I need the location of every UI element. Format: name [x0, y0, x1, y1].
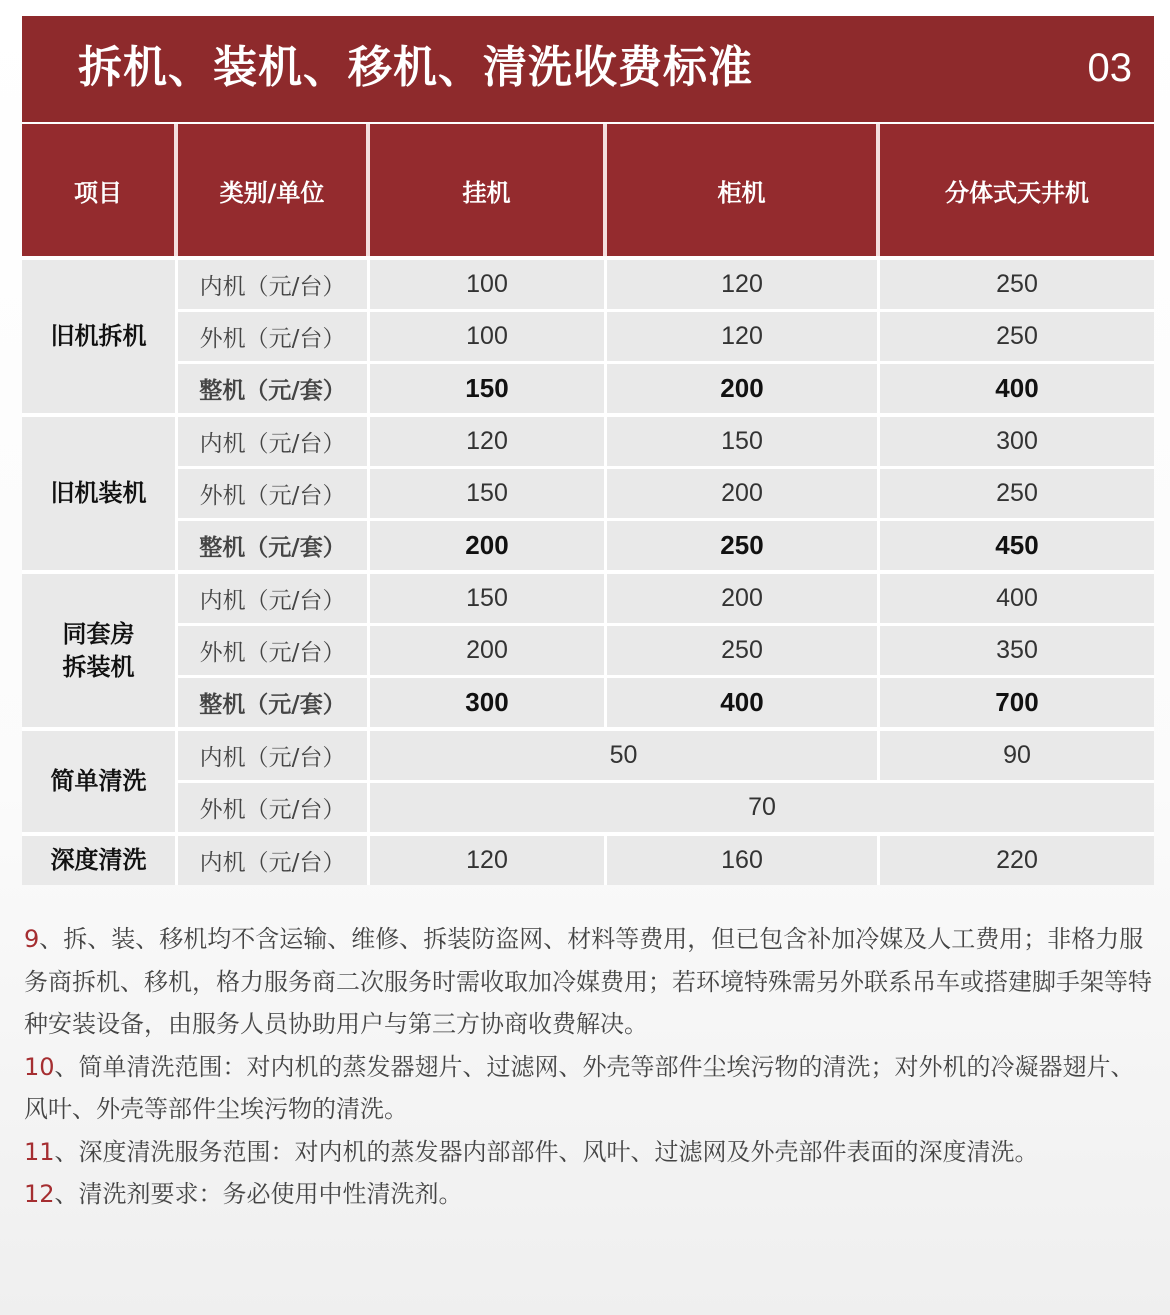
- price-cell-merged: 70: [370, 780, 1154, 832]
- category-cell: 内机（元/台）: [178, 256, 370, 309]
- project-cell: 旧机装机: [22, 413, 178, 570]
- category-cell: 外机（元/台）: [178, 466, 370, 518]
- price-cell: 400: [880, 361, 1154, 413]
- title-banner: [22, 16, 1154, 122]
- price-cell: 120: [370, 832, 607, 885]
- price-cell: 120: [607, 309, 880, 361]
- category-cell: 内机（元/台）: [178, 413, 370, 466]
- table-row: [22, 780, 1154, 832]
- project-cell: 简单清洗: [22, 727, 178, 832]
- price-cell: 400: [607, 675, 880, 727]
- table-row: [22, 256, 1154, 309]
- price-cell: 200: [607, 570, 880, 623]
- price-cell: 200: [607, 466, 880, 518]
- price-cell-merged: 50: [370, 727, 880, 780]
- table-header-row: [22, 124, 1154, 256]
- price-cell: 120: [607, 256, 880, 309]
- price-cell: 700: [880, 675, 1154, 727]
- notes-section: [24, 918, 1154, 1216]
- price-cell: 300: [370, 675, 607, 727]
- fee-table: [22, 124, 1154, 885]
- price-cell: 220: [880, 832, 1154, 885]
- category-cell: 内机（元/台）: [178, 727, 370, 780]
- category-cell: 外机（元/台）: [178, 309, 370, 361]
- price-cell: 150: [370, 361, 607, 413]
- category-cell: 外机（元/台）: [178, 780, 370, 832]
- note-item: [24, 1173, 1154, 1216]
- price-cell: 200: [370, 518, 607, 570]
- price-cell: 150: [370, 466, 607, 518]
- table-row: [22, 413, 1154, 466]
- note-text: 、清洗剂要求：务必使用中性清洗剂。: [54, 1180, 463, 1208]
- price-cell: 450: [880, 518, 1154, 570]
- table-row: [22, 623, 1154, 675]
- price-cell: 200: [607, 361, 880, 413]
- note-item: [24, 1046, 1154, 1131]
- project-cell-line: 同套房: [62, 619, 135, 648]
- note-text: 、深度清洗服务范围：对内机的蒸发器内部部件、风叶、过滤网及外壳部件表面的深度清洗。: [54, 1137, 1039, 1166]
- price-cell: 120: [370, 413, 607, 466]
- table-row: [22, 832, 1154, 885]
- category-cell: 整机（元/套）: [178, 361, 370, 413]
- price-cell: 160: [607, 832, 880, 885]
- category-cell: 外机（元/台）: [178, 623, 370, 675]
- table-row: [22, 309, 1154, 361]
- note-number: 9: [24, 925, 40, 953]
- price-cell: 90: [880, 727, 1154, 780]
- note-number: 12: [24, 1180, 55, 1208]
- project-cell: 深度清洗: [22, 832, 178, 885]
- price-cell: 400: [880, 570, 1154, 623]
- page-title: 拆机、装机、移机、清洗收费标准: [78, 42, 753, 93]
- table-row: [22, 727, 1154, 780]
- price-cell: 250: [607, 518, 880, 570]
- project-cell: [22, 570, 178, 727]
- price-cell: 100: [370, 309, 607, 361]
- table-row-total: [22, 518, 1154, 570]
- table-row: [22, 570, 1154, 623]
- table-row-total: [22, 361, 1154, 413]
- category-cell: 整机（元/套）: [178, 675, 370, 727]
- price-cell: 250: [607, 623, 880, 675]
- table-row: [22, 466, 1154, 518]
- page-number: 03: [1087, 46, 1132, 90]
- category-cell: 内机（元/台）: [178, 570, 370, 623]
- price-cell: 350: [880, 623, 1154, 675]
- project-cell-line: 拆装机: [62, 652, 135, 681]
- header-category: 类别/单位: [178, 124, 370, 256]
- header-project: 项目: [22, 124, 178, 256]
- header-ceiling-unit: 分体式天井机: [880, 124, 1154, 256]
- note-text: 、简单清洗范围：对内机的蒸发器翅片、过滤网、外壳等部件尘埃污物的清洗；对外机的冷凝器翅片、风叶、外壳等部件尘埃污物的清洗。: [24, 1052, 1135, 1123]
- header-cabinet-unit: 柜机: [607, 124, 880, 256]
- price-cell: 250: [880, 309, 1154, 361]
- price-cell: 300: [880, 413, 1154, 466]
- note-item: [24, 918, 1154, 1046]
- price-cell: 200: [370, 623, 607, 675]
- header-wall-unit: 挂机: [370, 124, 607, 256]
- category-cell: 整机（元/套）: [178, 518, 370, 570]
- note-item: [24, 1131, 1154, 1174]
- note-number: 10: [24, 1052, 55, 1081]
- price-cell: 250: [880, 256, 1154, 309]
- price-cell: 150: [607, 413, 880, 466]
- price-cell: 250: [880, 466, 1154, 518]
- price-cell: 150: [370, 570, 607, 623]
- price-cell: 100: [370, 256, 607, 309]
- table-row-total: [22, 675, 1154, 727]
- note-text: 、拆、装、移机均不含运输、维修、拆装防盗网、材料等费用，但已包含补加冷媒及人工费用；非格力服务商拆机、移机，格力服务商二次服务时需收取加冷媒费用；若环境特殊需另外联系吊车或搭建脚手架等特种安装设备，由服务人员协助用户与第三方协商收费解决。: [24, 925, 1152, 1038]
- note-number: 11: [24, 1137, 55, 1166]
- category-cell: 内机（元/台）: [178, 832, 370, 885]
- project-cell: 旧机拆机: [22, 256, 178, 413]
